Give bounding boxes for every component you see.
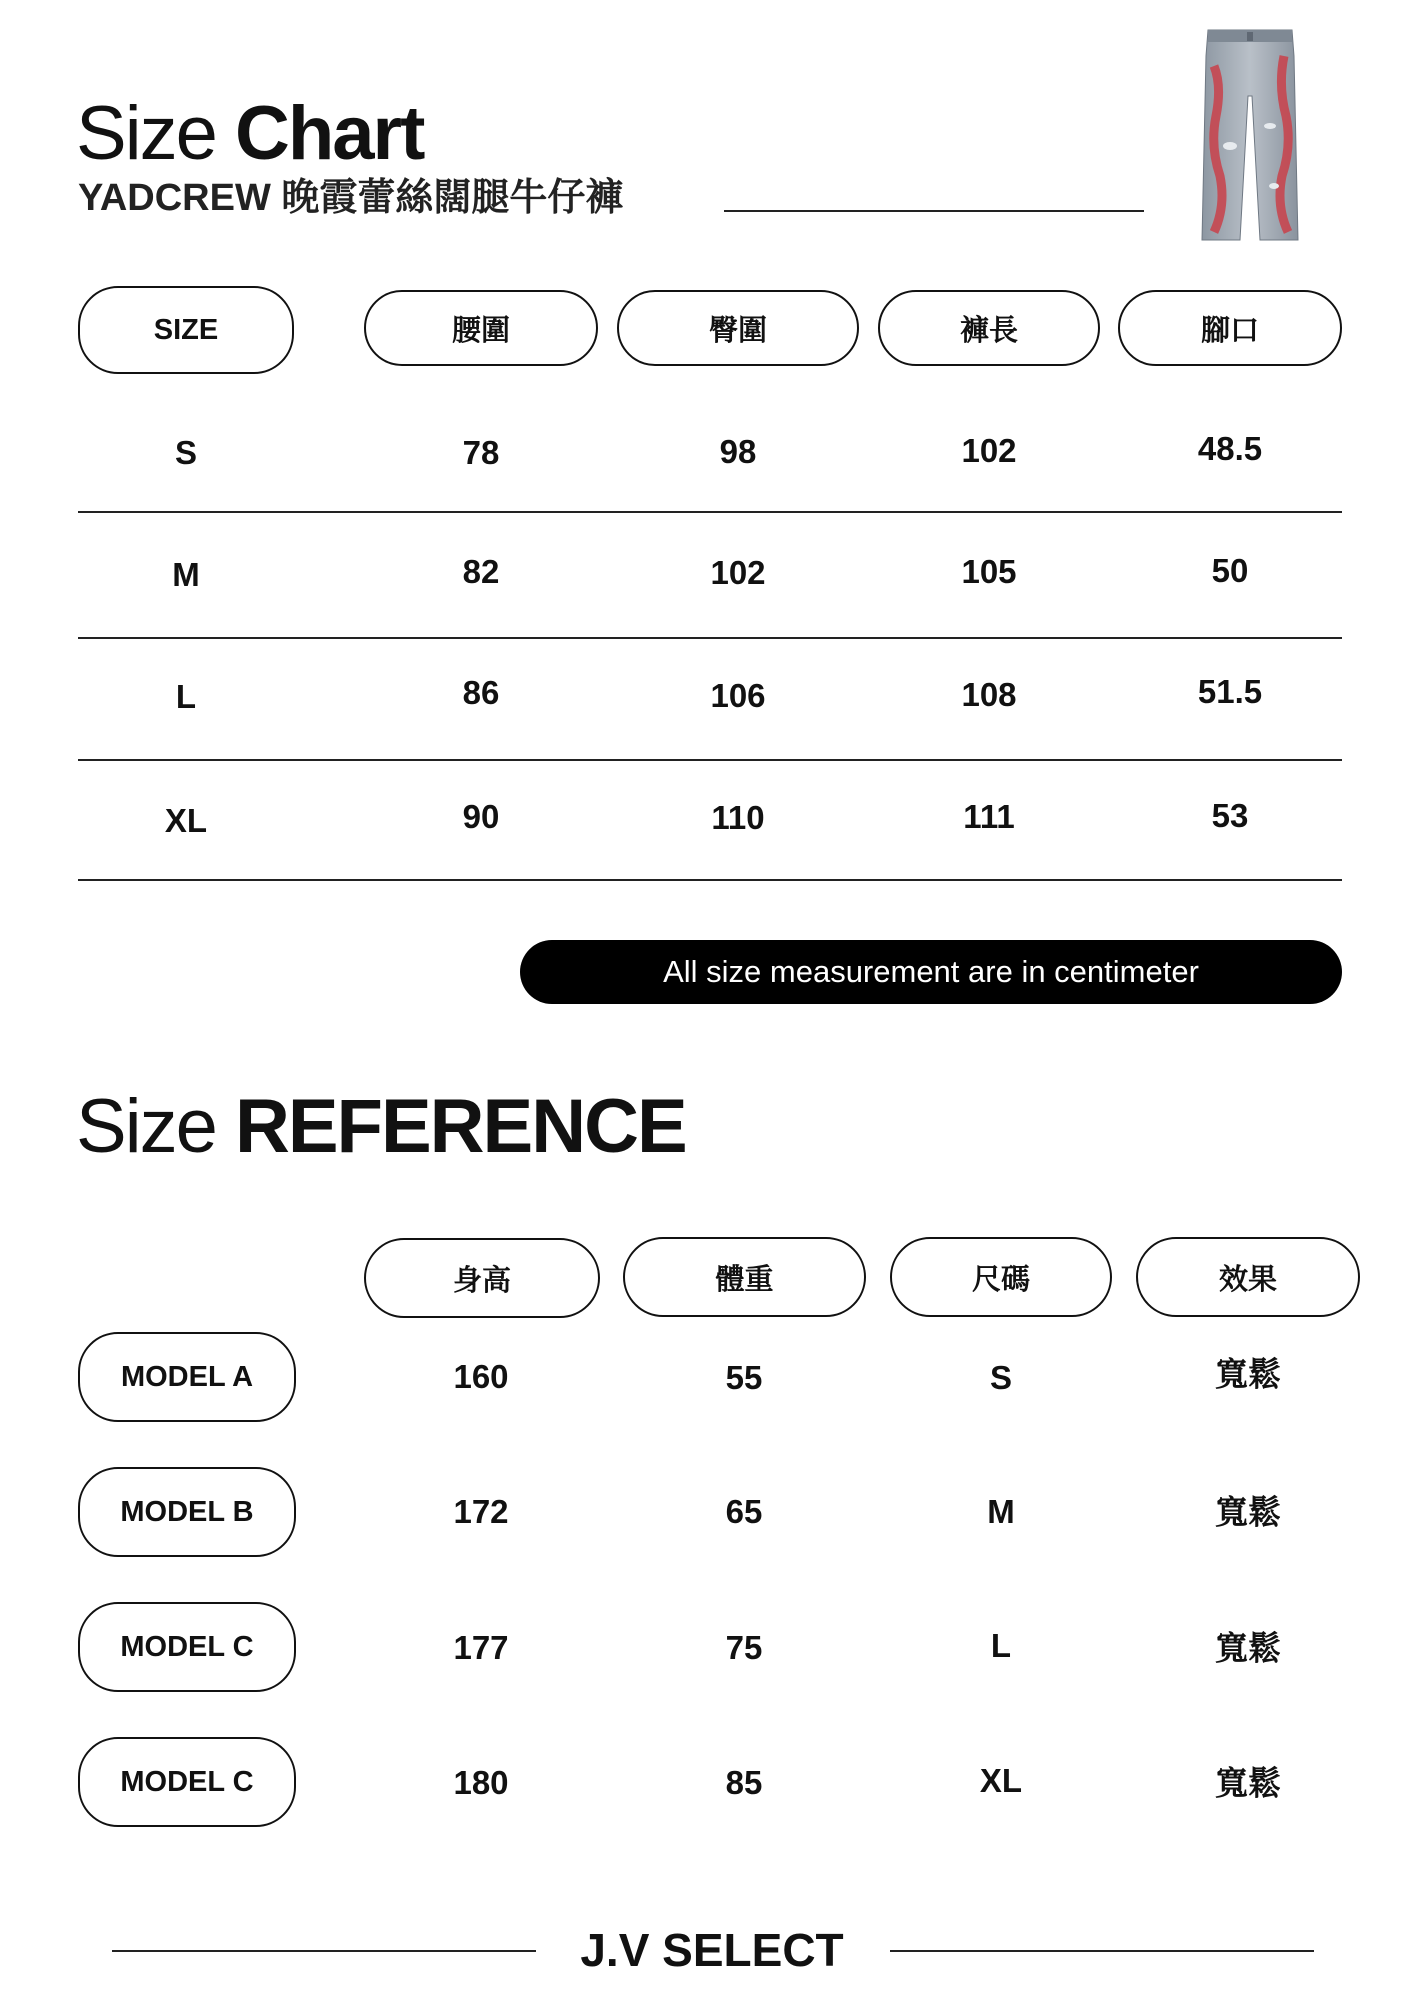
jeans-product-image (1200, 26, 1300, 244)
page-title-light: Size (76, 91, 216, 176)
waist-value: 90 (462, 798, 500, 835)
hem-value: 48.5 (1197, 430, 1263, 467)
row-divider (78, 759, 1342, 761)
effect-value: 寬鬆 (1215, 1355, 1281, 1393)
size-label: S (174, 434, 198, 471)
unit-note-badge: All size measurement are in centimeter (520, 940, 1342, 1004)
page-title-bold: Chart (234, 91, 424, 176)
height-value: 160 (453, 1358, 509, 1395)
fit-size-header-pill: 尺碼 (890, 1237, 1112, 1317)
page-title (76, 92, 423, 176)
height-value: 177 (453, 1629, 509, 1666)
size-label: L (175, 678, 197, 715)
row-divider (78, 879, 1342, 881)
hip-value: 102 (710, 554, 766, 591)
waist-header-pill: 腰圍 (364, 290, 598, 366)
row-divider (78, 637, 1342, 639)
length-value: 111 (963, 798, 1015, 835)
header-divider (724, 210, 1144, 212)
model-label-pill: MODEL A (78, 1332, 296, 1422)
hem-value: 50 (1211, 552, 1249, 589)
weight-value: 85 (725, 1764, 763, 1801)
waist-value: 78 (462, 434, 500, 471)
weight-value: 65 (725, 1493, 763, 1530)
length-value: 108 (961, 676, 1017, 713)
size-label: M (172, 556, 200, 593)
effect-value: 寬鬆 (1215, 1629, 1281, 1667)
model-label-pill: MODEL C (78, 1737, 296, 1827)
height-value: 180 (453, 1764, 509, 1801)
weight-value: 75 (725, 1629, 763, 1666)
footer-divider-left (112, 1950, 536, 1952)
height-header-pill: 身高 (364, 1238, 600, 1318)
model-label-pill: MODEL C (78, 1602, 296, 1692)
hip-value: 110 (711, 799, 765, 836)
effect-value: 寬鬆 (1215, 1764, 1281, 1802)
fit-size-value: XL (979, 1762, 1023, 1799)
reference-title-light: Size (76, 1084, 216, 1169)
waist-value: 86 (462, 674, 500, 711)
product-name: YADCREW 晚霞蕾絲闊腿牛仔褲 (78, 177, 624, 219)
footer-divider-right (890, 1950, 1314, 1952)
footer-brand: J.V SELECT (580, 1924, 844, 1976)
weight-header-pill: 體重 (623, 1237, 866, 1317)
hem-value: 53 (1211, 797, 1249, 834)
fit-size-value: M (987, 1493, 1015, 1530)
weight-value: 55 (725, 1359, 763, 1396)
length-value: 105 (961, 553, 1017, 590)
length-value: 102 (961, 432, 1017, 469)
hip-header-pill: 臀圍 (617, 290, 859, 366)
waist-value: 82 (462, 553, 500, 590)
effect-value: 寬鬆 (1215, 1493, 1281, 1531)
length-header-pill: 褲長 (878, 290, 1100, 366)
effect-header-pill: 效果 (1136, 1237, 1360, 1317)
hip-value: 106 (710, 677, 766, 714)
fit-size-value: S (989, 1359, 1013, 1396)
height-value: 172 (453, 1493, 509, 1530)
size-header-pill: SIZE (78, 286, 294, 374)
reference-title (76, 1085, 686, 1169)
fit-size-value: L (990, 1627, 1012, 1664)
model-label-pill: MODEL B (78, 1467, 296, 1557)
size-label: XL (164, 802, 208, 839)
hem-header-pill: 腳口 (1118, 290, 1342, 366)
hem-value: 51.5 (1197, 673, 1263, 710)
hip-value: 98 (719, 433, 757, 470)
row-divider (78, 511, 1342, 513)
reference-title-bold: REFERENCE (234, 1084, 686, 1169)
